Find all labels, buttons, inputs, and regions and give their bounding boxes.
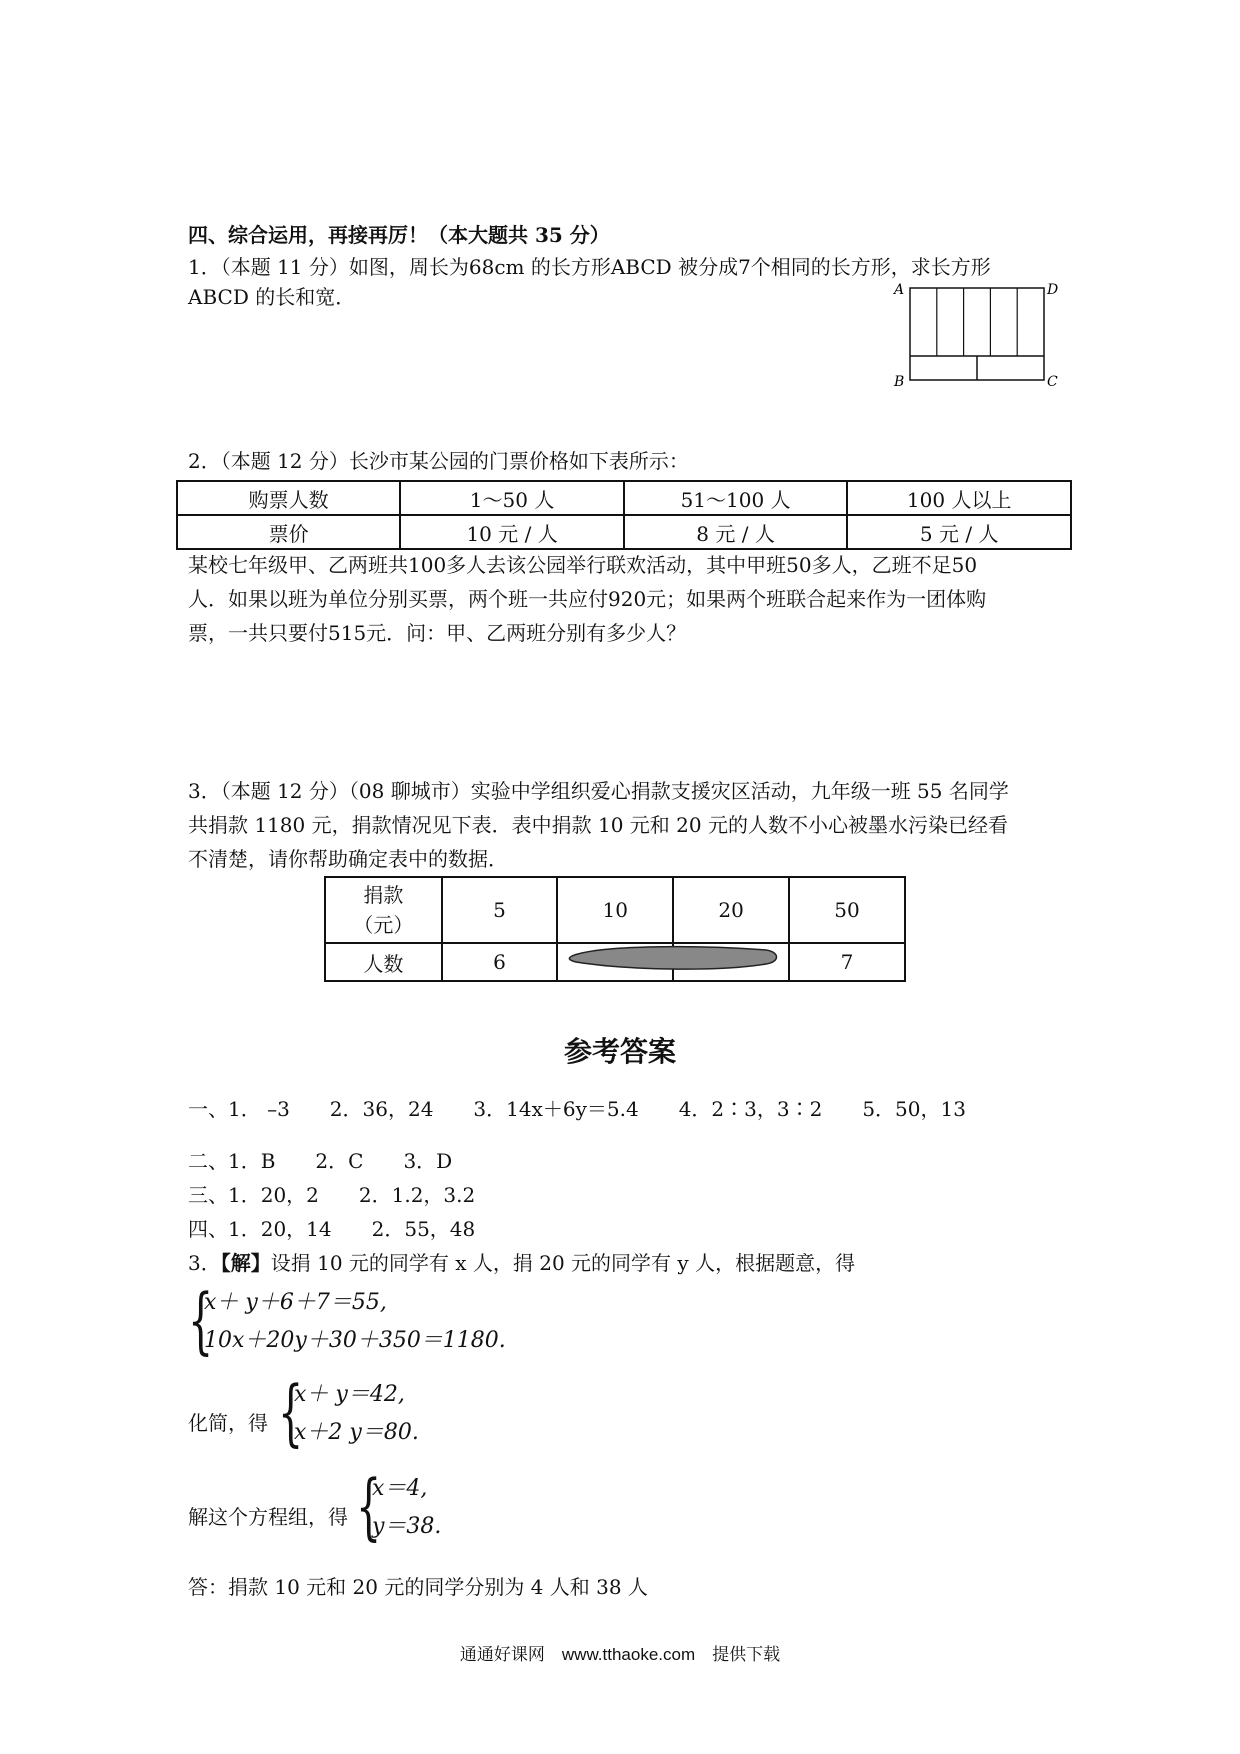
table-cell: 7 <box>789 943 905 981</box>
equation-1a: x＋ y＋6＋7＝55, <box>204 1290 387 1315</box>
equation-3b: y＝38. <box>372 1514 442 1539</box>
table-cell: 1～50 人 <box>400 481 623 515</box>
table-cell: 人数 <box>325 943 442 981</box>
solution-intro <box>188 1248 855 1278</box>
ink-blot <box>566 944 782 974</box>
q2-intro: 2．（本题 12 分）长沙市某公园的门票价格如下表所示： <box>188 449 689 473</box>
answer-part3: 三、1．20，2 2．1.2，3.2 <box>188 1183 476 1207</box>
header-line1: 捐款 <box>363 883 404 907</box>
answer-part2: 二、1．B 2．C 3．D <box>188 1149 453 1173</box>
simplify-label: 化简，得 <box>188 1411 268 1435</box>
q1-text-line2: ABCD 的长和宽． <box>188 285 356 309</box>
table-cell: 10 元 / 人 <box>400 515 623 549</box>
label-a: A <box>894 282 905 298</box>
answer-part4: 四、1．20，14 2．55，48 <box>188 1217 476 1241</box>
rectangle-figure <box>886 280 1059 390</box>
brace-1: { <box>188 1278 214 1362</box>
table-cell: 51～100 人 <box>624 481 848 515</box>
equation-1b: 10x＋20y＋30＋350＝1180. <box>204 1328 506 1353</box>
q2-text-line3: 票，一共只要付515元．问：甲、乙两班分别有多少人？ <box>188 621 687 645</box>
solve-label: 解这个方程组，得 <box>188 1505 348 1529</box>
ticket-price-table <box>176 480 1072 550</box>
solution-prefix: 3． <box>188 1251 221 1275</box>
equation-3a: x＝4, <box>372 1476 428 1501</box>
label-c: C <box>1047 374 1058 390</box>
table-header-cell <box>325 877 442 943</box>
table-cell: 20 <box>673 877 789 943</box>
section-heading: 四、综合运用，再接再厉！（本大题共 35 分） <box>188 223 610 247</box>
footer: 通通好课网 www.tthaoke.com 提供下载 <box>459 1645 781 1664</box>
solution-text: 设捐 10 元的同学有 x 人，捐 20 元的同学有 y 人，根据题意，得 <box>270 1251 856 1275</box>
table-cell: 6 <box>442 943 558 981</box>
table-cell: 50 <box>789 877 905 943</box>
answers-title: 参考答案 <box>563 1035 676 1068</box>
header-line2: （元） <box>353 913 414 937</box>
q3-text-line1: 3．（本题 12 分）（08 聊城市）实验中学组织爱心捐款支援灾区活动，九年级一班 55 名同学 <box>188 779 1009 803</box>
answer-part1: 一、1． –3 2．36，24 3．14x＋6y＝5.4 4．2∶3，3∶2 5．50，13 <box>188 1097 966 1121</box>
label-d: D <box>1047 282 1059 298</box>
table-cell: 购票人数 <box>177 481 400 515</box>
table-cell: 100 人以上 <box>847 481 1071 515</box>
q3-text-line3: 不清楚，请你帮助确定表中的数据． <box>188 847 508 871</box>
table-cell: 5 元 / 人 <box>847 515 1071 549</box>
label-b: B <box>894 374 905 390</box>
equation-2a: x＋ y＝42, <box>294 1382 405 1407</box>
table-cell: 票价 <box>177 515 400 549</box>
solution-label: 【解】 <box>220 1251 271 1275</box>
table-cell: 8 元 / 人 <box>624 515 848 549</box>
final-answer: 答：捐款 10 元和 20 元的同学分别为 4 人和 38 人 <box>188 1575 648 1599</box>
brace-2: { <box>278 1370 304 1454</box>
equation-2b: x＋2 y＝80. <box>294 1420 419 1445</box>
brace-3: { <box>356 1464 382 1548</box>
q1-text-line1: 1．（本题 11 分）如图，周长为68cm 的长方形ABCD 被分成7个相同的长方形，求长方形 <box>188 255 991 279</box>
q2-text-line2: 人．如果以班为单位分别买票，两个班一共应付920元；如果两个班联合起来作为一团体购 <box>188 587 987 611</box>
q2-text-line1: 某校七年级甲、乙两班共100多人去该公园举行联欢活动，其中甲班50多人，乙班不足50 <box>188 553 978 577</box>
table-cell: 10 <box>557 877 673 943</box>
table-cell: 5 <box>442 877 558 943</box>
q3-text-line2: 共捐款 1180 元，捐款情况见下表．表中捐款 10 元和 20 元的人数不小心被墨水污染已经看 <box>188 813 1008 837</box>
